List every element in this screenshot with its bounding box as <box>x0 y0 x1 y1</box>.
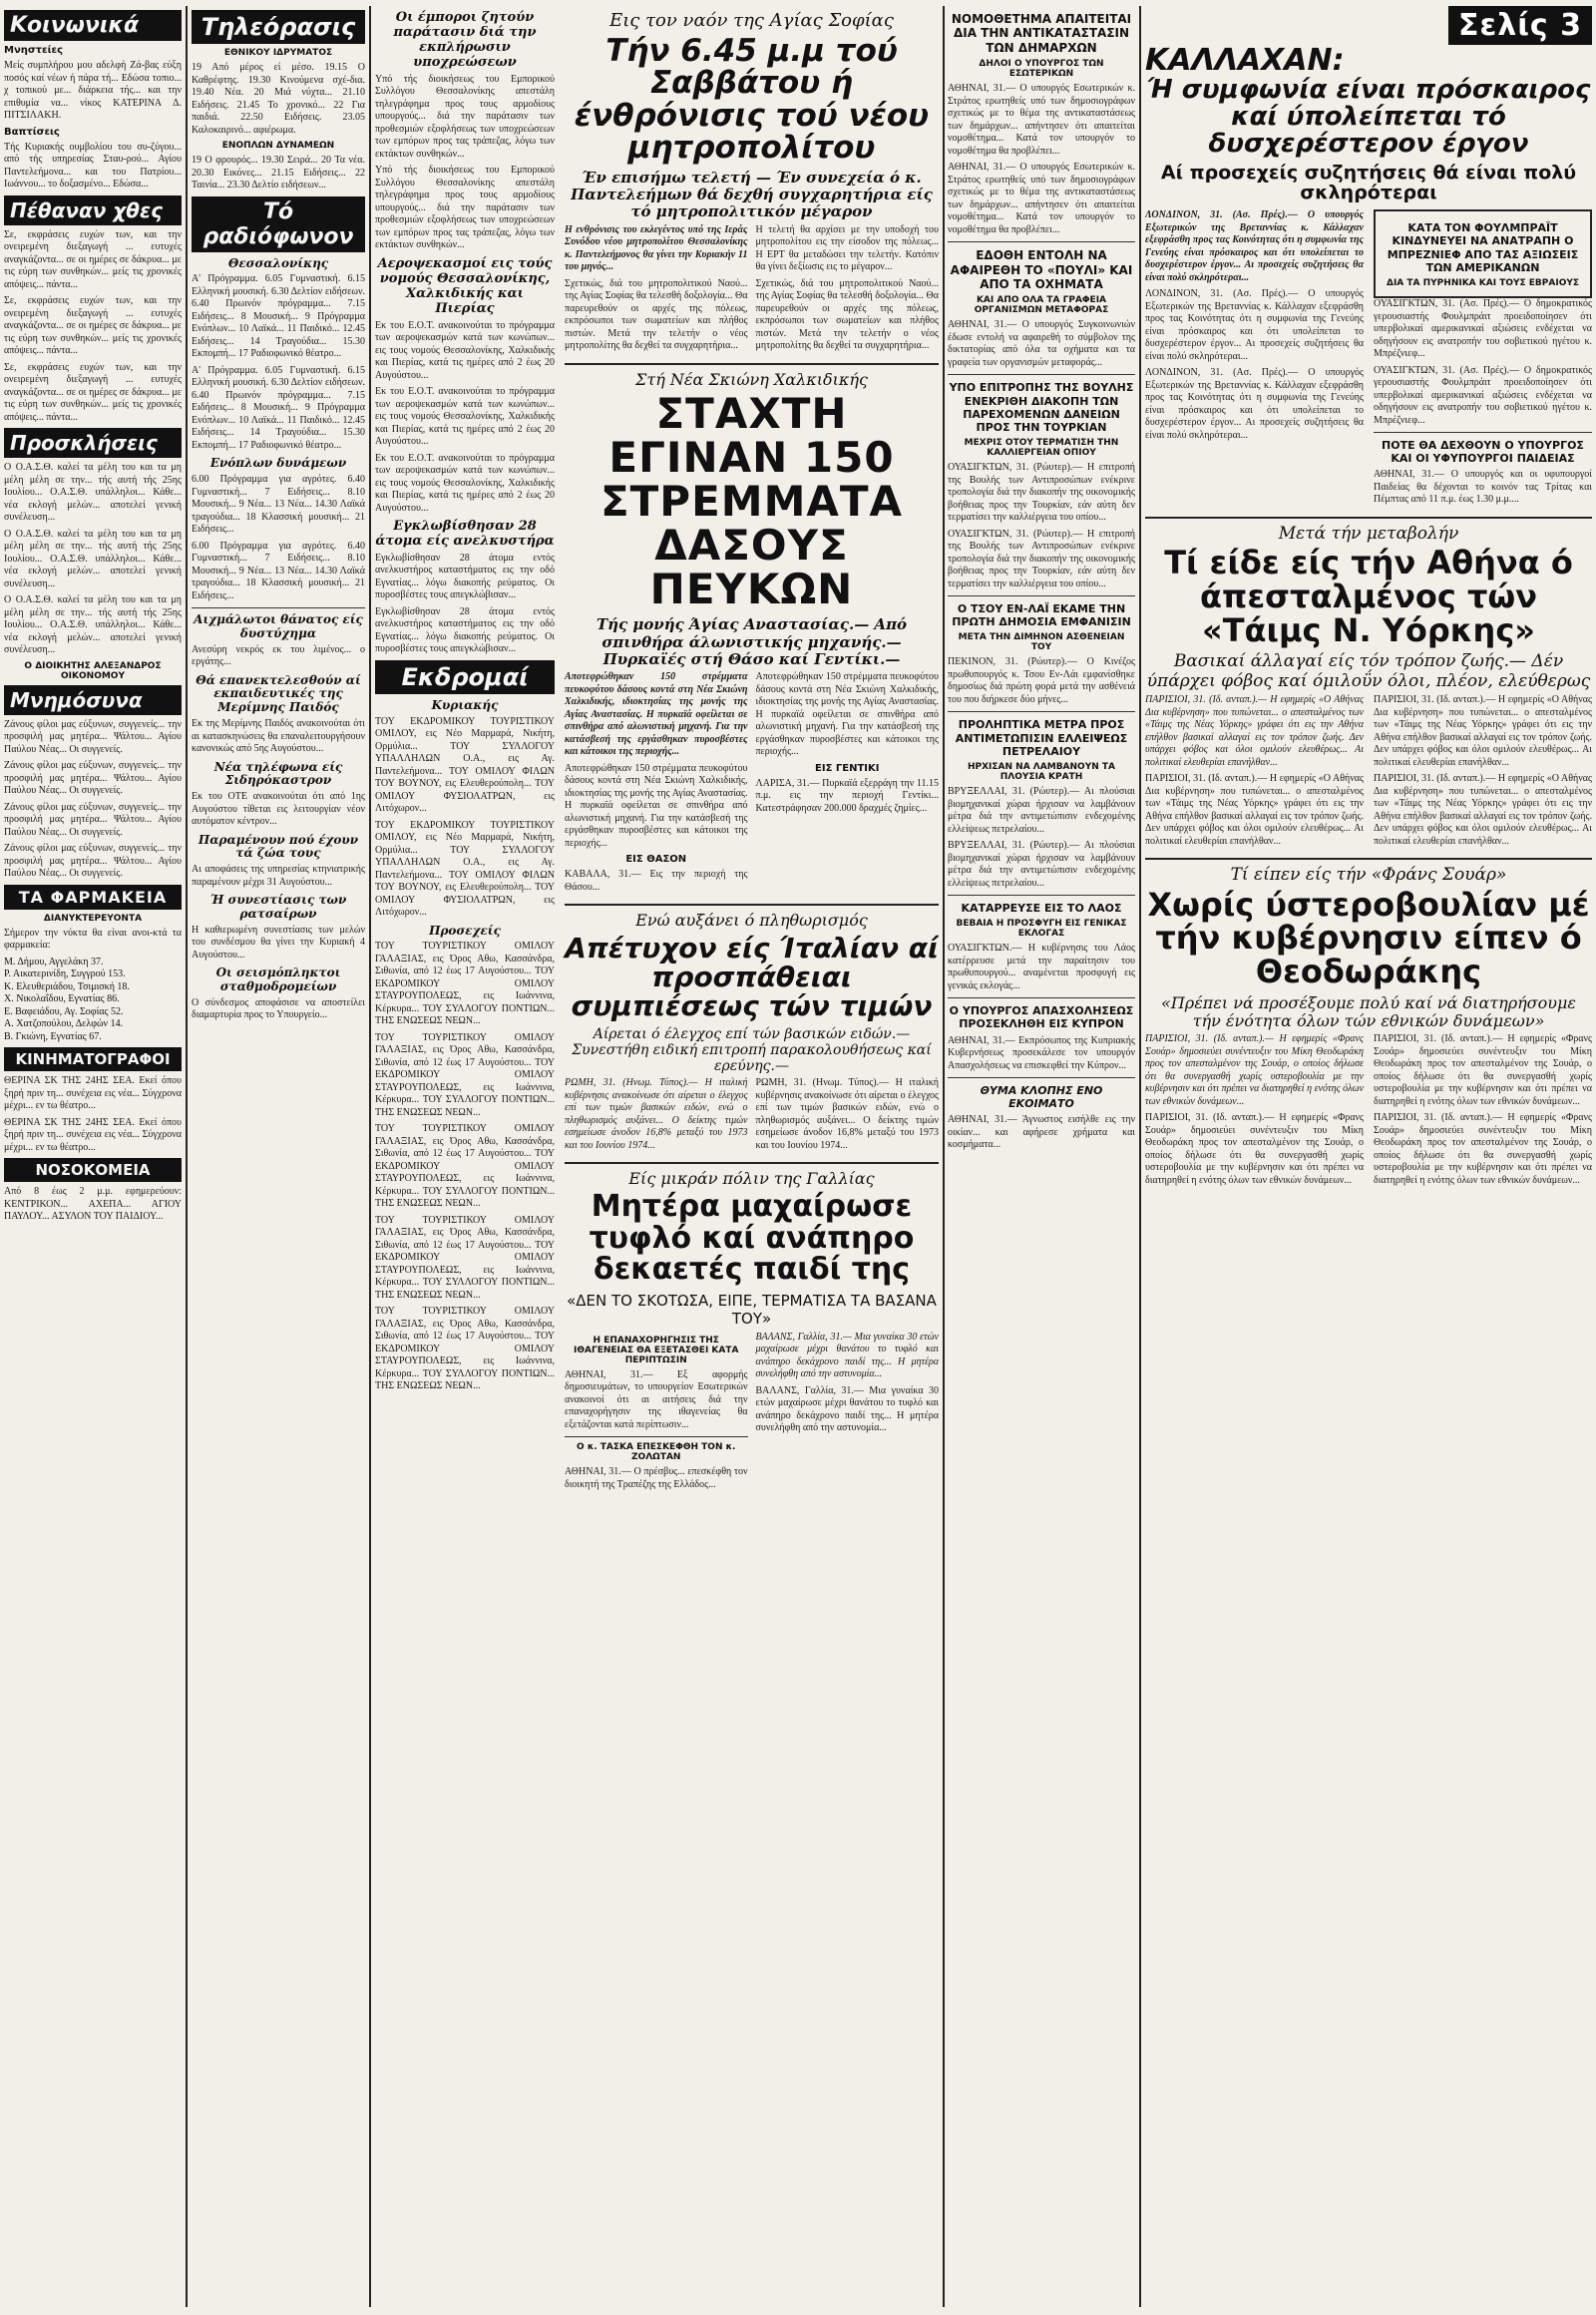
column-rule <box>369 6 371 2307</box>
invitations-text: Ο Ο.Α.Σ.Θ. καλεί τα μέλη του και τα μη μέλη μέλη σε την... τής αυτή τής 25ης Ιουλίου... Ο.Α.Σ.Θ. υπάλληλοι... Κάθε... νέα εκλογή μελών... αποτελεί γενική συνέλευση... <box>4 462 182 523</box>
callaghan-body-3: ΛΟΝΔΙΝΟΝ, 31. (Ασ. Πρές).— Ο υπουργός Εξωτερικών της Βρεταννίας κ. Κάλλαχαν εξεφράσθη προς τας Κοινότητας ότι η συμφωνία της Γενεύης είναι πρόσκαιρος και ότι υπολείπεται το δυσχερέστερον έργον... Αι προσεχείς συζητήσεις θα είναι πολύ σκληρότεραι... <box>1145 367 1364 441</box>
souar-kicker: Τί είπεν είς τήν «Φράνς Σουάρ» <box>1230 865 1507 886</box>
memorials-heading: Μνημόσυνα <box>4 685 182 715</box>
quake-title: Οι σεισμόπληκτοι σταθμοδρομείων <box>215 965 341 994</box>
fire-gentiki-subheading: ΕΙΣ ΓΕΝΤΙΚΙ <box>815 762 880 774</box>
italy-body-2: ΡΩΜΗ, 31. (Ηνωμ. Τύπος).— Η ιταλική κυβέρνησις ανακοίνωσε ότι αίρεται ο έλεγχος επί των τιμών βασικών ειδών, ενώ ο πληθωρισμός αυξάνει... Ο δείκτης τιμών εσημείωσε άνοδον 16,8% μεταξύ του 1973 και του Ιουνίου 1974... <box>755 1077 939 1151</box>
deaths-text-3: Σε, εκφράσεις ευχών των, και την ονειρεμένη διεξαγωγή ... ευτυχές αναγκάζοντα... σε οι ημέρες σε δάκρυα... με τις εύρη των συνθηκών... μείς τις χρονικές απόψεις... πάντα... <box>4 361 182 423</box>
mayors-subheading: ΔΗΛΟΙ Ο ΥΠΟΥΡΓΟΣ ΤΩΝ ΕΣΩΤΕΡΙΚΩΝ <box>979 59 1104 80</box>
bird-symbol-text: ΑΘΗΝΑΙ, 31.— Ο υπουργός Συγκοινωνιών έδωσε εντολή να αφαιρεθή το σύμβολον της δικτατορίας από όλα τα οχήματα και τα γραφεία των οργανισμών μεταφοράς... <box>948 319 1135 368</box>
oil-text: ΒΡΥΞΕΛΛΑΙ, 31. (Ρώυτερ).— Αι πλούσιαι βιομηχανικαί χώραι ήρχισαν να λαμβάνουν μέτρα διά την αντιμετώπισιν ενδεχομένης ελλείψεως πετρελαίου... <box>948 786 1135 835</box>
engaged-subheading: Μνηστείες <box>4 45 64 56</box>
memorials-text-3: Ζάνους φίλοι μας εύξυνων, συγγενείς... την προσφιλή μας μητέρα... Ψάλτου... Αγίου Παύλου Νέας... Οι συγγενείς. <box>4 801 182 838</box>
column-center <box>375 6 939 2307</box>
spraying-title: Αεροψεκασμοί εις τούς νομούς Θεσσαλονίκης, Χαλκιδικής και Πιερίας <box>377 255 553 316</box>
nyt-body-2: ΠΑΡΙΣΙΟΙ, 31. (Ιδ. ανταπ.).— Η εφημερίς «Ο Αθήνας Δια κυβέρνηση» που τυπώνεται... ο απεσταλμένος των «Τάιμς της Νέας Υόρκης» γράφει ότι εις την Αθήνα επήλθον βασικαί αλλαγαί εις τον τρόπον ζωής. Δεν υπάρχει φόβος και όλοι ομιλούν ελευθέρως... Αι πολιτικαί ελευθερίαι επανήλθαν... <box>1145 773 1364 847</box>
nyt-body-4: ΠΑΡΙΣΙΟΙ, 31. (Ιδ. ανταπ.).— Η εφημερίς «Ο Αθήνας Δια κυβέρνηση» που τυπώνεται... ο απεσταλμένος των «Τάιμς της Νέας Υόρκης» γράφει ότι εις την Αθήνα επήλθον βασικαί αλλαγαί εις τον τρόπον ζωής. Δεν υπάρχει φόβος και όλοι ομιλούν ελευθέρως... Αι πολιτικαί ελευθερίαι επανήλθαν... <box>1374 773 1592 847</box>
france-kicker: Είς μικράν πόλιν της Γαλλίας <box>628 1169 875 1189</box>
subcolumn-merchants <box>375 6 555 1495</box>
radio-armed-subheading: Ενόπλων δυνάμεων <box>209 456 347 471</box>
repatriation-text: ΑΘΗΝΑΙ, 31.— Εξ αφορμής δημοσιευμάτων, το υπουργείον Εσωτερικών ανακοινοί ότι αι αιτήσεις διά την επαναχορήγησιν της ιθαγενείας θα εξετάζονται κατά περίπτωσιν... <box>565 1368 748 1430</box>
cyprus-text: ΑΘΗΝΑΙ, 31.— Εκπρόσωπος της Κυπριακής Κυβερνήσεως προσεκάλεσε τον υπουργόν Απασχολήσεως να επισκεφθεί την Κύπρον... <box>948 1034 1135 1071</box>
column-rule <box>943 6 945 2307</box>
invitations-heading: Προσκλήσεις <box>4 428 182 458</box>
metropolitan-body: Σχετικώς, διά του μητροπολιτικού Ναού... της Αγίας Σοφίας θα τελεσθή δοξολογία... Θα παρευρεθούν οι αρχές της πόλεως, εκπρόσωποι των σωματείων και πλήθος πιστών. Μετά την τελετήν ο νέος μητροπολίτης θα δεχθεί τα συγχαρητήρια... <box>565 277 748 352</box>
chou-subheading: ΜΕΤΑ ΤΗΝ ΔΙΜΗΝΟΝ ΑΣΘΕΝΕΙΑΝ ΤΟΥ <box>958 632 1125 653</box>
fulbright-text: ΟΥΑΣΙΓΚΤΩΝ, 31. (Ασ. Πρές).— Ο δημοκρατικός γερουσιαστής Φουλμπράιτ προειδοποίησεν ότι υπερβολικαί αμερικανικαί αξιώσεις ενδέχεται να οδηγήσουν εις ανατροπήν του σοβιετικού ηγέτου κ. Μπρέζνιεφ... <box>1374 298 1592 360</box>
hospitals-heading: ΝΟΣΟΚΟΜΕΙΑ <box>4 1158 182 1182</box>
italy-title: Απέτυχον είς Ίταλίαν αί προσπάθειαι συμπιέσεως τών τιμών <box>565 931 939 1023</box>
repatriation-heading: Η ΕΠΑΝΑΧΟΡΗΓΗΣΙΣ ΤΗΣ ΙΘΑΓΕΝΕΙΑΣ ΘΑ ΕΞΕΤΑΣΘΕΙ ΚΑΤΑ ΠΕΡΙΠΤΩΣΙΝ <box>574 1335 739 1365</box>
souar-title: Χωρίς ύστεροβουλίαν μέ τήν κυβέρνησιν είπεν ό Θεοδωράκης <box>1147 885 1590 991</box>
theft-text: ΑΘΗΝΑΙ, 31.— Άγνωστος εισήλθε εις την οικίαν... και αφήρεσε χρήματα και κοσμήματα... <box>948 1114 1135 1151</box>
excursions-sunday-text-2: ΤΟΥ ΕΚΔΡΟΜΙΚΟΥ ΤΟΥΡΙΣΤΙΚΟΥ ΟΜΙΛΟΥ, εις Νέο Μαρμαρά, Νικήτη, Ορμύλια... ΤΟΥ ΣΥΛΛΟΓΟΥ ΥΠΑΛΛΗΛΩΝ Ο.Α., εις Αγ. Παντελεήμονα... ΤΟΥ ΟΜΙΛΟΥ ΦΙΛΩΝ ΤΟΥ ΒΟΥΝΟΥ, εις Ελευθερούπολη... ΤΟΥ ΟΜΙΛΟΥ ΦΥΣΙΟΛΑΤΡΩΝ, εις Λιτόχωρον... <box>375 819 555 919</box>
laos-subheading: ΒΕΒΑΙΑ Η ΠΡΟΣΦΥΓΗ ΕΙΣ ΓΕΝΙΚΑΣ ΕΚΛΟΓΑΣ <box>956 919 1127 940</box>
bird-symbol-heading: ΕΔΟΘΗ ΕΝΤΟΛΗ ΝΑ ΑΦΑΙΡΕΘΗ ΤΟ «ΠΟΥΛΙ» ΚΑΙ ΑΠΟ ΤΑ ΟΧΗΜΑΤΑ <box>950 248 1133 291</box>
quake-text: Ο σύνδεσμος αποφάσισε να αποστείλει διαμαρτυρία προς το Υπουργείο... <box>192 996 365 1021</box>
pharmacy-item: Κ. Ελευθεριάδου, Τσιμισκή 18. <box>4 980 130 992</box>
spraying-text-3: Εκ του Ε.Ο.Τ. ανακοινούται το πρόγραμμα των αεροψεκασμών κατά των κωνώπων... εις τους νομούς Θεσσαλονίκης, Χαλκιδικής και Πιερίας, κατά τις ημέρες από 2 έως 20 Αυγούστου... <box>375 452 555 514</box>
laos-text: ΟΥΑΣΙΓΚΤΩΝ.— Η κυβέρνησις του Λάος κατέρρευσε μετά την παραίτησιν του πρωθυπουργού... αναμένεται προσφυγή εις γενικάς εκλογάς... <box>948 943 1135 991</box>
merimna-text: Εκ της Μερίμνης Παιδός ανακοινούται ότι αι κατασκηνώσεις θα επαναλειτουργήσουν κανονικώς από 5ης Αυγούστου... <box>192 718 365 755</box>
callaghan-kicker: ΚΑΛΛΑΧΑΝ: <box>1145 43 1345 78</box>
excursions-sunday-subheading: Κυριακής <box>431 697 499 712</box>
pharmacies-intro: Σήμερον την νύκτα θα είναι ανοι-κτά τα φαρμακεία: <box>4 927 182 951</box>
pharmacy-item: Β. Γκιώνη, Εγνατίας 67. <box>4 1030 102 1042</box>
nyt-body: ΠΑΡΙΣΙΟΙ, 31. (Ιδ. ανταπ.).— Η εφημερίς «Ο Αθήνας Δια κυβέρνηση» που τυπώνεται... ο απεσταλμένος των «Τάιμς της Νέας Υόρκης» γράφει ότι εις την Αθήνα επήλθον βασικαί αλλαγαί εις τον τρόπον ζωής. Δεν υπάρχει φόβος και όλοι ομιλούν ελευθέρως... Αι πολιτικαί ελευθερίαι επανήλθαν... <box>1145 694 1364 768</box>
accident-text: Ανεσύρη νεκρός εκ του λιμένος... ο εργάτης... <box>192 643 365 668</box>
cyprus-heading: Ο ΥΠΟΥΡΓΟΣ ΑΠΑΣΧΟΛΗΣΕΩΣ ΠΡΟΣΕΚΛΗΘΗ ΕΙΣ ΚΥΠΡΟΝ <box>949 1004 1134 1031</box>
baptism-text: Τής Κυριακής ουμβολίου του συ-ζύγου... από τής υπηρεσίας Σταυ-ρού... Αγίου Παντελεήμονα... και του Πατρίου... Ιωάννου... το δοξασμένο... Εδώσα... <box>4 141 182 190</box>
pharmacies-subheading: ΔΙΑΝΥΚΤΕΡΕΥΟΝΤΑ <box>43 913 143 924</box>
invitations-text-2: Ο Ο.Α.Σ.Θ. καλεί τα μέλη του και τα μη μέλη μέλη σε την... τής αυτή τής 25ης Ιουλίου... Ο.Α.Σ.Θ. υπάλληλοι... Κάθε... νέα εκλογή μελών... αποτελεί γενική συνέλευση... <box>4 528 182 589</box>
fulbright-box <box>1374 209 1592 298</box>
metropolitan-body-2: Η τελετή θα αρχίσει με την υποδοχή του μητροπολίτου εις την είσοδον της πόλεως... Η ΕΡΤ θα μεταδώσει την τελετήν. Κατόπιν θα γίνει δεξίωσις εις το μέγαρον... <box>755 223 939 273</box>
mayors-text-2: ΑΘΗΝΑΙ, 31.— Ο υπουργός Εσωτερικών κ. Στράτος ερωτηθείς υπό των δημοσιογράφων σχετικώς με το θέμα της αντικαταστάσεως των δημάρχων... απήντησεν ότι απαιτείται νομοθέτημα... Κατά τον υπουργόν το νομοθέτημα θα προβλέπει... <box>948 162 1135 235</box>
livestock-title: Παραμένουν πού έχουν τά ζώα τους <box>198 832 359 861</box>
france-body: ΒΑΛΑΝΣ, Γαλλία, 31.— Μια γυναίκα 30 ετών μαχαίρωσε μέχρι θανάτου το τυφλό και ανάπηρο δεκάχρονο παιδί της... Η μητέρα συνελήφθη από την αστυνομία... <box>755 1331 939 1380</box>
callaghan-title: Ή συμφωνία είναι πρόσκαιρος καί ύπολείπεται τό δυσχερέστερον έργον <box>1146 74 1591 160</box>
excursions-heading: Εκδρομαί <box>375 660 555 694</box>
dinner-text: Η καθιερωμένη συνεστίασις των μελών του συνδέσμου θα γίνει την Κυριακή 4 Αυγούστου... <box>192 924 365 961</box>
cinemas-heading: ΚΙΝΗΜΑΤΟΓΡΑΦΟΙ <box>4 1047 182 1071</box>
elevator-title: Εγκλωβίσθησαν 28 άτομα είς ανελκυστήρα <box>375 519 555 549</box>
deaths-heading: Πέθαναν χθες <box>4 195 182 225</box>
pharmacy-item: Ε. Βαφειάδου, Αγ. Σοφίας 52. <box>4 1005 124 1017</box>
column-briefs <box>948 6 1135 2307</box>
france-quote: «ΔΕΝ ΤΟ ΣΚΟΤΩΣΑ, ΕΙΠΕ, ΤΕΡΜΑΤΙΣΑ ΤΑ ΒΑΣΑΝΑ ΤΟΥ» <box>567 1291 937 1328</box>
souar-body-4: ΠΑΡΙΣΙΟΙ, 31. (Ιδ. ανταπ.).— Η εφημερίς «Φρανς Σουάρ» δημοσιεύει συνέντευξιν του Μίκη Θεοδωράκη προς τον απεσταλμένον της Σουάρ, ο οποίος δήλωσε ότι θα συνεργασθή χωρίς υστεροβουλία με την κυβέρνησιν και ότι πρέπει να διατηρηθεί η ενότης όλων των εθνικών δυνάμεων... <box>1374 1112 1592 1186</box>
tasca-heading: Ο κ. ΤΑΣΚΑ ΕΠΕΣΚΕΦΘΗ ΤΟΝ κ. ΖΟΛΩΤΑΝ <box>577 1442 736 1463</box>
oil-heading: ΠΡΟΛΗΠΤΙΚΑ ΜΕΤΡΑ ΠΡΟΣ ΑΝΤΙΜΕΤΩΠΙΣΙΝ ΕΛΛΕΙΨΕΩΣ ΠΕΤΡΕΛΑΙΟΥ <box>955 718 1128 758</box>
baptism-subheading: Βαπτίσεις <box>4 126 60 138</box>
pharmacy-item: Α. Χατζοπούλου, Δελφών 14. <box>4 1018 124 1029</box>
mayors-heading: ΝΟΜΟΘΕΤΗΜΑ ΑΠΑΙΤΕΙΤΑΙ ΔΙΑ ΤΗΝ ΑΝΤΙΚΑΤΑΣΤΑΣΙΝ ΤΩΝ ΔΗΜΑΡΧΩΝ <box>951 12 1132 55</box>
excursions-merchants-title: Αιχμάλωτοι θάνατος είς δυστύχημα <box>194 612 363 640</box>
column-broadcast <box>192 6 365 2307</box>
radio-thessaloniki-text: Α' Πρόγραμμα. 6.05 Γυμναστική. 6.15 Ελληνική μουσική. 6.30 Δελτίον ειδήσεων. 6.40 Πρωινόν πρόγραμμα... 7.15 Ειδήσεις... 8 Μουσική... 9 Πρόγραμμα Ενόπλων... 10 Λαϊκά... 11 Παιδικό... 12.45 Ειδήσεις... 14 Τραγούδια... 15.30 Εκπομπή... 17 Ραδιοφωνικό θέατρο... <box>192 273 365 360</box>
page-section-badge: Σελίς 3 <box>1448 6 1592 45</box>
excursions-upcoming-text-5: ΤΟΥ ΤΟΥΡΙΣΤΙΚΟΥ ΟΜΙΛΟΥ ΓΑΛΑΞΙΑΣ, εις Όρος Αθω, Κασσάνδρα, Σιθωνία, από 12 έως 17 Αυγούστου... ΤΟΥ ΕΚΔΡΟΜΙΚΟΥ ΟΜΙΛΟΥ ΣΤΑΥΡΟΥΠΟΛΕΩΣ, εις Ιωάννινα, Κέρκυρα... ΤΟΥ ΣΥΛΛΟΓΟΥ ΠΟΝΤΙΩΝ... ΤΗΣ ΕΝΩΣΕΩΣ ΝΕΩΝ... <box>375 1306 555 1392</box>
laos-heading: ΚΑΤΑΡΡΕΥΣΕ ΕΙΣ ΤΟ ΛΑΟΣ <box>961 902 1122 916</box>
pharmacies-list <box>4 957 182 1044</box>
opium-text-2: ΟΥΑΣΙΓΚΤΩΝ, 31. (Ρώυτερ).— Η επιτροπή της Βουλής των Αντιπροσώπων ενέκρινε τροπολογία διά την διακοπήν της οικονομικής βοήθειας προς την Τουρκίαν, εάν αύτη δεν τερματίσει την καλλιέργεια του οπίου... <box>948 528 1135 589</box>
phones-title: Νέα τηλέφωνα είς Σιδηρόκαστρον <box>213 759 343 788</box>
social-heading: Κοινωνικά <box>4 10 182 41</box>
italy-kicker: Ενώ αυξάνει ό πληθωρισμός <box>635 911 868 931</box>
fulbright-text-2: ΟΥΑΣΙΓΚΤΩΝ, 31. (Ασ. Πρές).— Ο δημοκρατικός γερουσιαστής Φουλμπράιτ προειδοποίησεν ότι υπερβολικαί αμερικανικαί αξιώσεις ενδέχεται να οδηγήσουν εις ανατροπήν του σοβιετικού ηγέτου κ. Μπρέζνιεφ... <box>1374 364 1592 426</box>
metropolitan-subtitle: Έν επισήμω τελετή — Έν συνεχεία ό κ. Παντελεήμων θά δεχθή συγχαρητήρια είς τό μητροπολιτικόν μέγαρον <box>571 168 933 221</box>
tv-ert-subheading: ΕΘΝΙΚΟΥ ΙΔΡΥΜΑΤΟΣ <box>223 48 333 58</box>
radio-heading: Τό ραδιόφωνον <box>192 196 365 252</box>
excursions-upcoming-text-4: ΤΟΥ ΤΟΥΡΙΣΤΙΚΟΥ ΟΜΙΛΟΥ ΓΑΛΑΞΙΑΣ, εις Όρος Αθω, Κασσάνδρα, Σιθωνία, από 12 έως 17 Αυγούστου... ΤΟΥ ΕΚΔΡΟΜΙΚΟΥ ΟΜΙΛΟΥ ΣΤΑΥΡΟΥΠΟΛΕΩΣ, εις Ιωάννινα, Κέρκυρα... ΤΟΥ ΣΥΛΛΟΓΟΥ ΠΟΝΤΙΩΝ... ΤΗΣ ΕΝΩΣΕΩΣ ΝΕΩΝ... <box>375 1214 555 1301</box>
nyt-body-3: ΠΑΡΙΣΙΟΙ, 31. (Ιδ. ανταπ.).— Η εφημερίς «Ο Αθήνας Δια κυβέρνηση» που τυπώνεται... ο απεσταλμένος των «Τάιμς της Νέας Υόρκης» γράφει ότι εις την Αθήνα επήλθον βασικαί αλλαγαί εις τον τρόπον ζωής. Δεν υπάρχει φόβος και όλοι ομιλούν ελευθέρως... Αι πολιτικαί ελευθερίαι επανήλθαν... <box>1374 694 1592 768</box>
invitations-signoff: Ο ΔΙΟΙΚΗΤΗΣ ΑΛΕΞΑΝΔΡΟΣ ΟΙΚΟΝΟΜΟΥ <box>24 660 162 681</box>
mayors-text: ΑΘΗΝΑΙ, 31.— Ο υπουργός Εσωτερικών κ. Στράτος ερωτηθείς υπό των δημοσιογράφων σχετικώς με το θέμα της αντικαταστάσεως των δημάρχων... απήντησεν ότι απαιτείται νομοθέτημα... Κατά τον υπουργόν το νομοθέτημα θα προβλέπει... <box>948 83 1135 157</box>
phones-text: Εκ του ΟΤΕ ανακοινούται ότι από 1ης Αυγούστου τίθεται εις λειτουργίαν νέον αυτόματον κέντρον... <box>192 791 365 828</box>
callaghan-body-2: ΛΟΝΔΙΝΟΝ, 31. (Ασ. Πρές).— Ο υπουργός Εξωτερικών της Βρεταννίας κ. Κάλλαχαν εξεφράσθη προς τας Κοινότητας ότι η συμφωνία της Γενεύης είναι πρόσκαιρος και ότι υπολείπεται το δυσχερέστερον έργον... Αι προσεχείς συζητήσεις θα είναι πολύ σκληρότεραι... <box>1145 288 1364 362</box>
pharmacy-item: Χ. Νικολαΐδου, Εγνατίας 86. <box>4 993 120 1004</box>
education-text: ΑΘΗΝΑΙ, 31.— Ο υπουργός και οι υφυπουργοί Παιδείας θα δέχονται το κοινόν τας Τρίτας και Πέμπτας από 11 π.μ. έως 1.30 μ.μ.... <box>1374 469 1592 506</box>
callaghan-subtitle: Αί προσεχείς συζητήσεις θά είναι πολύ σκληρότεραι <box>1160 162 1577 204</box>
fire-title: ΣΤΑΧΤΗ ΕΓΙΝΑΝ 150 ΣΤΡΕΜΜΑΤΑ ΔΑΣΟΥΣ ΠΕΥΚΩΝ <box>599 389 904 614</box>
merchants-text: Υπό τής διοικήσεως του Εμπορικού Συλλόγου Θεσσαλονίκης απεστάλη τηλεγράφημα προς τους αρμοδίους υπουργούς... διά την παράτασιν των προθεσμιών εξοφλήσεως των υποχρεώσεων των εμπόρων προς τας τράπεζας, λόγω των εκτάκτων συνθηκών... <box>375 73 555 160</box>
education-heading: ΠΟΤΕ ΘΑ ΔΕΧΘΟΥΝ Ο ΥΠΟΥΡΓΟΣ ΚΑΙ ΟΙ ΥΦΥΠΟΥΡΓΟΙ ΠΑΙΔΕΙΑΣ <box>1382 439 1584 466</box>
fire-body-3: Αποτεφρώθηκαν 150 στρέμματα πευκοφύτου δάσους κοντά στη Νέα Σκιώνη Χαλκιδικής, ιδιοκτησίας της μονής της Αγίας Αναστασίας. Η πυρκαϊά οφείλεται σε σπινθήρα από αλωνιστική μηχανή. Για την κατάσβεσή της εργάσθηκαν πυροσβέστες και κάτοικοι της περιοχής... <box>755 671 939 758</box>
fire-body-2: Αποτεφρώθηκαν 150 στρέμματα πευκοφύτου δάσους κοντά στη Νέα Σκιώνη Χαλκιδικής, ιδιοκτησίας της μονής της Αγίας Αναστασίας. Η πυρκαϊά οφείλεται σε σπινθήρα από αλωνιστική μηχανή. Για την κατάσβεσή της εργάσθηκαν πυροσβέστες και κάτοικοι της περιοχής... <box>565 762 748 849</box>
radio-armed-text: 6.00 Πρόγραμμα για αγρότες. 6.40 Γυμναστική... 7 Ειδήσεις... 8.10 Μουσική... 9 Νέα... 13 Νέα... 14.30 Λαϊκά τραγούδια... 18 Κλασσική μουσική... 21 Ειδήσεις... <box>192 474 365 536</box>
oil-text-2: ΒΡΥΞΕΛΛΑΙ, 31. (Ρώυτερ).— Αι πλούσιαι βιομηχανικαί χώραι ήρχισαν να λαμβάνουν μέτρα διά την αντιμετώπισιν ενδεχομένης ελλείψεως πετρελαίου... <box>948 840 1135 889</box>
tv-heading: Τηλεόρασις <box>192 10 365 44</box>
chou-heading: Ο ΤΣΟΥ ΕΝ-ΛΑΪ ΕΚΑΜΕ ΤΗΝ ΠΡΩΤΗ ΔΗΜΟΣΙΑ ΕΜΦΑΝΙΣΙΝ <box>952 602 1131 629</box>
cinemas-text-2: ΘΕΡΙΝΑ ΣΚ ΤΗΣ 24ΗΣ ΣΕΑ. Εκεί όπου ξηρή πριν τη... συνέχεια εις νέα... Σύγχρονα μέχρι... εν τω θέατρο... <box>4 1116 182 1153</box>
spraying-text-2: Εκ του Ε.Ο.Τ. ανακοινούται το πρόγραμμα των αεροψεκασμών κατά των κωνώπων... εις τους νομούς Θεσσαλονίκης, Χαλκιδικής και Πιερίας, κατά τις ημέρες από 2 έως 20 Αυγούστου... <box>375 386 555 447</box>
nyt-kicker: Μετά τήν μεταβολήν <box>1278 523 1459 544</box>
memorials-text-2: Ζάνους φίλοι μας εύξυνων, συγγενείς... την προσφιλή μας μητέρα... Ψάλτου... Αγίου Παύλου Νέας... Οι συγγενείς. <box>4 760 182 796</box>
tv-ert-text: 19 Από μέρος εί μέσο. 19.15 Ο Καθρέφτης. 19.30 Κινούμενα σχέ-δια. 19.40 Νέα. 20 Μιά νύχτα... 21.10 Ειδήσεις. 21.45 Το χρονικό... 22 Για παιδιά. 22.50 Ειδήσεις. 23.05 Καλοκαιρινό... αφιέρωμα. <box>192 62 365 136</box>
fulbright-subheading: ΔΙΑ ΤΑ ΠΥΡΗΝΙΚΑ ΚΑΙ ΤΟΥΣ ΕΒΡΑΙΟΥΣ <box>1386 278 1580 289</box>
fire-thasos-text: ΚΑΒΑΛΑ, 31.— Εις την περιοχή της Θάσου... <box>565 869 748 893</box>
tasca-text: ΑΘΗΝΑΙ, 31.— Ο πρέσβυς... επεσκέφθη τον διοικητή της Τραπέζης της Ελλάδος... <box>565 1466 748 1490</box>
cinemas-text: ΘΕΡΙΝΑ ΣΚ ΤΗΣ 24ΗΣ ΣΕΑ. Εκεί όπου ξηρή πριν τη... συνέχεια εις νέα... Σύγχρονα μέχρι... εν τω θέατρο... <box>4 1075 182 1111</box>
souar-subtitle: «Πρέπει νά προσέξουμε πολύ καί νά διατηρήσουμε τήν ένότητα όλων τών εθνικών δυνάμεων» <box>1161 992 1576 1031</box>
column-rule <box>1139 6 1141 2307</box>
deaths-text-2: Σε, εκφράσεις ευχών των, και την ονειρεμένη διεξαγωγή ... ευτυχές αναγκάζοντα... σε οι ημέρες σε δάκρυα... με τις εύρη των συνθηκών... μείς τις χρονικές απόψεις... πάντα... <box>4 295 182 356</box>
merimna-title: Θά επανεκτελεσθούν αί εκπαιδευτικές της Μερίμνης Παιδός <box>196 672 361 715</box>
metropolitan-body-3: Σχετικώς, διά του μητροπολιτικού Ναού... της Αγίας Σοφίας θα τελεσθή δοξολογία... Θα παρευρεθούν οι αρχές της πόλεως, εκπρόσωποι των σωματείων και πλήθος πιστών. Μετά την τελετήν ο νέος μητροπολίτης θα δεχθεί τα συγχαρητήρια... <box>755 277 939 352</box>
merchants-title: Οι έμποροι ζητούν παράτασιν διά την εκπλήρωσιν υποχρεώσεων <box>393 10 537 70</box>
metropolitan-title: Τήν 6.45 μ.μ τού Σαββάτου ή ένθρόνισις τού νέου μητροπολίτου <box>574 32 930 167</box>
column-social <box>4 6 182 2307</box>
hospitals-text: Από 8 έως 2 μ.μ. εφημερεύουν: ΚΕΝΤΡΙΚΟΝ... ΑΧΕΠΑ... ΑΓΙΟΥ ΠΑΥΛΟΥ... ΑΣΥΛΟΝ ΤΟΥ ΠΑΙΔΙΟΥ... <box>4 1186 182 1222</box>
france-body-2: ΒΑΛΑΝΣ, Γαλλία, 31.— Μια γυναίκα 30 ετών μαχαίρωσε μέχρι θανάτου το τυφλό και ανάπηρο δεκάχρονο παιδί της... Η μητέρα συνελήφθη από την αστυνομία... <box>755 1384 939 1434</box>
opium-subheading: ΜΕΧΡΙΣ ΟΤΟΥ ΤΕΡΜΑΤΙΣΗ ΤΗΝ ΚΑΛΛΙΕΡΓΕΙΑΝ ΟΠΙΟΥ <box>964 438 1119 459</box>
tv-yened-text: 19 Ο φρουρός... 19.30 Σειρά... 20 Τα νέα. 20.30 Εικόνες... 21.15 Ειδήσεις... 22 Ταινία... 23.30 Δελτίο ειδήσεων... <box>192 155 365 191</box>
memorials-text: Ζάνους φίλοι μας εύξυνων, συγγενείς... την προσφιλή μας μητέρα... Ψάλτου... Αγίου Παύλου Νέας... Οι συγγενείς. <box>4 718 182 755</box>
tv-yened-subheading: ΕΝΟΠΛΩΝ ΔΥΝΑΜΕΩΝ <box>221 141 335 151</box>
nyt-subtitle: Βασικαί άλλαγαί είς τόν τρόπον ζωής.— Δέν ύπάρχει φόβος καί όμιλοΰν όλοι, πλέον, ελεύθερως <box>1146 651 1591 691</box>
subcolumn-main <box>565 6 939 1495</box>
nyt-title: Τί είδε είς τήν Αθήνα ό άπεσταλμένος τών «Τάιμς Ν. Υόρκης» <box>1164 544 1573 649</box>
metropolitan-lead: Η ενθρόνισις του εκλεγέντος υπό της Ιεράς Συνόδου νέου μητροπολίτου Θεσσαλονίκης κ. Παντελεήμονος θα γίνει την Κυριακήν 11 του μηνός... <box>565 223 748 273</box>
fire-gentiki-text: ΛΑΡΙΣΑ, 31.— Πυρκαϊά εξερράγη την 11.15 π.μ. εις την περιοχή Γεντίκι... Κατεστράφησαν 200.000 δραχμές ζημίες... <box>755 777 939 814</box>
opium-text: ΟΥΑΣΙΓΚΤΩΝ, 31. (Ρώυτερ).— Η επιτροπή της Βουλής των Αντιπροσώπων ενέκρινε τροπολογία διά την διακοπήν της οικονομικής βοήθειας προς την Τουρκίαν, εάν αύτη δεν τερματίσει την καλλιέργεια του οπίου... <box>948 462 1135 524</box>
souar-body: ΠΑΡΙΣΙΟΙ, 31. (Ιδ. ανταπ.).— Η εφημερίς «Φρανς Σουάρ» δημοσιεύει συνέντευξιν του Μίκη Θεοδωράκη προς τον απεσταλμένον της Σουάρ, ο οποίος δήλωσε ότι θα συνεργασθή χωρίς υστεροβουλία με την κυβέρνησιν και ότι πρέπει να διατηρηθεί η ενότης όλων των εθνικών δυνάμεων... <box>1145 1033 1364 1107</box>
spraying-text: Εκ του Ε.Ο.Τ. ανακοινούται το πρόγραμμα των αεροψεκασμών κατά των κωνώπων... εις τους νομούς Θεσσαλονίκης, Χαλκιδικής και Πιερίας, κατά τις ημέρες από 2 έως 20 Αυγούστου... <box>375 319 555 381</box>
excursions-upcoming-text-2: ΤΟΥ ΤΟΥΡΙΣΤΙΚΟΥ ΟΜΙΛΟΥ ΓΑΛΑΞΙΑΣ, εις Όρος Αθω, Κασσάνδρα, Σιθωνία, από 12 έως 17 Αυγούστου... ΤΟΥ ΕΚΔΡΟΜΙΚΟΥ ΟΜΙΛΟΥ ΣΤΑΥΡΟΥΠΟΛΕΩΣ, εις Ιωάννινα, Κέρκυρα... ΤΟΥ ΣΥΛΛΟΓΟΥ ΠΟΝΤΙΩΝ... ΤΗΣ ΕΝΩΣΕΩΣ ΝΕΩΝ... <box>375 1031 555 1118</box>
column-rule <box>186 6 188 2307</box>
theft-heading: ΘΥΜΑ ΚΛΟΠΗΣ ΕΝΟ ΕΚΟΙΜΑΤΟ <box>980 1084 1103 1111</box>
merchants-text-2: Υπό τής διοικήσεως του Εμπορικού Συλλόγου Θεσσαλονίκης απεστάλη τηλεγράφημα προς τους αρμοδίους υπουργούς... διά την παράτασιν των προθεσμιών εξοφλήσεως των υποχρεώσεων των εμπόρων προς τας τράπεζας, λόγω των εκτάκτων συνθηκών... <box>375 165 555 251</box>
italy-subtitle: Αίρεται ό έλεγχος επί τών βασικών ειδών.— Συνεστήθη ειδική επιτροπή παρακολουθήσεως καί ερεύνης.— <box>572 1025 932 1074</box>
engaged-text: Μείς συμπλήρου μου αδελφή Ζά-βας εύξη ποσός καί νέων ή πάρα τή... Εδώσα τοπιο... χ τοπικού με... διάρκεια τής... και την επιθυμία να... νίκος ΚΑΤΕΡΙΝΑ Δ. ΠΙΤΣΙΛΑΚΗ. <box>4 60 182 121</box>
column-world <box>1145 6 1592 2307</box>
pharmacy-item: Ρ. Αικατερινίδη, Συγγρού 153. <box>4 968 126 979</box>
excursions-upcoming-subheading: Προσεχείς <box>429 923 501 938</box>
radio-thessaloniki-text-2: Α' Πρόγραμμα. 6.05 Γυμναστική. 6.15 Ελληνική μουσική. 6.30 Δελτίον ειδήσεων. 6.40 Πρωινόν πρόγραμμα... 7.15 Ειδήσεις... 8 Μουσική... 9 Πρόγραμμα Ενόπλων... 10 Λαϊκά... 11 Παιδικό... 12.45 Ειδήσεις... 14 Τραγούδια... 15.30 Εκπομπή... 17 Ραδιοφωνικό θέατρο... <box>192 364 365 451</box>
radio-thessaloniki-subheading: Θεσσαλονίκης <box>227 255 329 270</box>
oil-subheading: ΗΡΧΙΣΑΝ ΝΑ ΛΑΜΒΑΝΟΥΝ ΤΑ ΠΛΟΥΣΙΑ ΚΡΑΤΗ <box>967 762 1115 783</box>
fire-body: Αποτεφρώθηκαν 150 στρέμματα πευκοφύτου δάσους κοντά στη Νέα Σκιώνη Χαλκιδικής, ιδιοκτησίας της μονής της Αγίας Αναστασίας. Η πυρκαϊά οφείλεται σε σπινθήρα από αλωνιστική μηχανή. Για την κατάσβεσή της εργάσθηκαν πυροσβέστες και κάτοικοι της περιοχής... <box>565 671 748 758</box>
dinner-title: Ή συνεστίασις των ρατσαίρων <box>209 893 347 922</box>
italy-body: ΡΩΜΗ, 31. (Ηνωμ. Τύπος).— Η ιταλική κυβέρνησις ανακοίνωσε ότι αίρεται ο έλεγχος επί των τιμών βασικών ειδών, ενώ ο πληθωρισμός αυξάνει... Ο δείκτης τιμών εσημείωσε άνοδον 16,8% μεταξύ του 1973 και του Ιουνίου 1974... <box>565 1077 748 1151</box>
excursions-upcoming-text-3: ΤΟΥ ΤΟΥΡΙΣΤΙΚΟΥ ΟΜΙΛΟΥ ΓΑΛΑΞΙΑΣ, εις Όρος Αθω, Κασσάνδρα, Σιθωνία, από 12 έως 17 Αυγούστου... ΤΟΥ ΕΚΔΡΟΜΙΚΟΥ ΟΜΙΛΟΥ ΣΤΑΥΡΟΥΠΟΛΕΩΣ, εις Ιωάννινα, Κέρκυρα... ΤΟΥ ΣΥΛΛΟΓΟΥ ΠΟΝΤΙΩΝ... ΤΗΣ ΕΝΩΣΕΩΣ ΝΕΩΝ... <box>375 1123 555 1210</box>
opium-heading: ΥΠΟ ΕΠΙΤΡΟΠΗΣ ΤΗΣ ΒΟΥΛΗΣ ΕΝΕΚΡΙΘΗ ΔΙΑΚΟΠΗ ΤΩΝ ΠΑΡΕΧΟΜΕΝΩΝ ΔΑΝΕΙΩΝ ΠΡΟΣ ΤΗΝ ΤΟΥΡΚΙΑΝ <box>949 381 1134 434</box>
livestock-text: Αι αποφάσεις της υπηρεσίας κτηνιατρικής παραμένουν μέχρι 31 Αυγούστου... <box>192 864 365 888</box>
metropolitan-kicker: Εις τον ναόν της Αγίας Σοφίας <box>609 10 894 31</box>
fire-kicker: Στή Νέα Σκιώνη Χαλκιδικής <box>635 369 868 389</box>
memorials-text-4: Ζάνους φίλοι μας εύξυνων, συγγενείς... την προσφιλή μας μητέρα... Ψάλτου... Αγίου Παύλου Νέας... Οι συγγενείς. <box>4 843 182 879</box>
fire-thasos-subheading: ΕΙΣ ΘΑΣΟΝ <box>625 854 687 866</box>
souar-body-2: ΠΑΡΙΣΙΟΙ, 31. (Ιδ. ανταπ.).— Η εφημερίς «Φρανς Σουάρ» δημοσιεύει συνέντευξιν του Μίκη Θεοδωράκη προς τον απεσταλμένον της Σουάρ, ο οποίος δήλωσε ότι θα συνεργασθή χωρίς υστεροβουλία με την κυβέρνησιν και ότι πρέπει να διατηρηθεί η ενότης όλων των εθνικών δυνάμεων... <box>1145 1112 1364 1186</box>
excursions-sunday-text: ΤΟΥ ΕΚΔΡΟΜΙΚΟΥ ΤΟΥΡΙΣΤΙΚΟΥ ΟΜΙΛΟΥ, εις Νέο Μαρμαρά, Νικήτη, Ορμύλια... ΤΟΥ ΣΥΛΛΟΓΟΥ ΥΠΑΛΛΗΛΩΝ Ο.Α., εις Αγ. Παντελεήμονα... ΤΟΥ ΟΜΙΛΟΥ ΦΙΛΩΝ ΤΟΥ ΒΟΥΝΟΥ, εις Ελευθερούπολη... ΤΟΥ ΟΜΙΛΟΥ ΦΥΣΙΟΛΑΤΡΩΝ, εις Λιτόχωρον... <box>375 715 555 815</box>
elevator-text-2: Εγκλωβίσθησαν 28 άτομα εντός ανελκυστήρος καταστήματος εις την οδό Εγνατίας... λόγω διακοπής ρεύματος. Οι πυροσβέστες τους απεγκλώβισαν... <box>375 605 555 655</box>
fire-subtitle: Τής μονής Άγίας Αναστασίας.— Από σπινθήρα άλωνιστικής μηχανής.— Πυρκαϊές στή Θάσο καί Γεντίκι.— <box>596 615 908 668</box>
fulbright-heading: ΚΑΤΑ ΤΟΝ ΦΟΥΛΜΠΡΑΪΤ ΚΙΝΔΥΝΕΥΕΙ ΝΑ ΑΝΑΤΡΑΠΗ Ο ΜΠΡΕΖΝΙΕΦ ΑΠΟ ΤΑΣ ΑΞΙΩΣΕΙΣ ΤΩΝ ΑΜΕΡΙΚΑΝΩΝ <box>1387 221 1579 274</box>
elevator-text: Εγκλωβίσθησαν 28 άτομα εντός ανελκυστήρος καταστήματος εις την οδό Εγνατίας... λόγω διακοπής ρεύματος. Οι πυροσβέστες τους απεγκλώβισαν... <box>375 552 555 601</box>
excursions-upcoming-text: ΤΟΥ ΤΟΥΡΙΣΤΙΚΟΥ ΟΜΙΛΟΥ ΓΑΛΑΞΙΑΣ, εις Όρος Αθω, Κασσάνδρα, Σιθωνία, από 12 έως 17 Αυγούστου... ΤΟΥ ΕΚΔΡΟΜΙΚΟΥ ΟΜΙΛΟΥ ΣΤΑΥΡΟΥΠΟΛΕΩΣ, εις Ιωάννινα, Κέρκυρα... ΤΟΥ ΣΥΛΛΟΓΟΥ ΠΟΝΤΙΩΝ... ΤΗΣ ΕΝΩΣΕΩΣ ΝΕΩΝ... <box>375 941 555 1027</box>
invitations-text-3: Ο Ο.Α.Σ.Θ. καλεί τα μέλη του και τα μη μέλη μέλη σε την... τής αυτή τής 25ης Ιουλίου... Ο.Α.Σ.Θ. υπάλληλοι... Κάθε... νέα εκλογή μελών... αποτελεί γενική συνέλευση... <box>4 594 182 655</box>
pharmacies-heading: ΤΑ ΦΑΡΜΑΚΕΙΑ <box>4 885 182 910</box>
radio-armed-text-2: 6.00 Πρόγραμμα για αγρότες. 6.40 Γυμναστική... 7 Ειδήσεις... 8.10 Μουσική... 9 Νέα... 13 Νέα... 14.30 Λαϊκά τραγούδια... 18 Κλασσική μουσική... 21 Ειδήσεις... <box>192 540 365 601</box>
callaghan-body: ΛΟΝΔΙΝΟΝ, 31. (Ασ. Πρές).— Ο υπουργός Εξωτερικών της Βρεταννίας κ. Κάλλαχαν εξεφράσθη προς τας Κοινότητας ότι η συμφωνία της Γενεύης είναι πρόσκαιρος και ότι υπολείπεται το δυσχερέστερον έργον... Αι προσεχείς συζητήσεις θα είναι πολύ σκληρότεραι... <box>1145 209 1364 283</box>
deaths-text: Σε, εκφράσεις ευχών των, και την ονειρεμένη διεξαγωγή ... ευτυχές αναγκάζοντα... σε οι ημέρες σε δάκρυα... με τις εύρη των συνθηκών... μείς τις χρονικές απόψεις... πάντα... <box>4 228 182 290</box>
france-title: Μητέρα μαχαίρωσε τυφλό καί ανάπηρο δεκαετές παιδί της <box>589 1189 915 1288</box>
pharmacy-item: Μ. Δήμου, Αγγελάκη 37. <box>4 956 104 967</box>
souar-body-3: ΠΑΡΙΣΙΟΙ, 31. (Ιδ. ανταπ.).— Η εφημερίς «Φρανς Σουάρ» δημοσιεύει συνέντευξιν του Μίκη Θεοδωράκη προς τον απεσταλμένον της Σουάρ, ο οποίος δήλωσε ότι θα συνεργασθή χωρίς υστεροβουλία με την κυβέρνησιν και ότι πρέπει να διατηρηθεί η ενότης όλων των εθνικών δυνάμεων... <box>1374 1033 1592 1107</box>
chou-text: ΠΕΚΙΝΟΝ, 31. (Ρώυτερ).— Ο Κινέζος πρωθυπουργός κ. Τσου Εν-Λάι εμφανίσθηκε δημοσίως διά πρώτη φορά μετά την ασθένειά του που διήρκεσε δύο μήνες... <box>948 656 1135 705</box>
bird-symbol-subheading: ΚΑΙ ΑΠΟ ΟΛΑ ΤΑ ΓΡΑΦΕΙΑ ΟΡΓΑΝΙΣΜΩΝ ΜΕΤΑΦΟΡΑΣ <box>974 295 1109 316</box>
